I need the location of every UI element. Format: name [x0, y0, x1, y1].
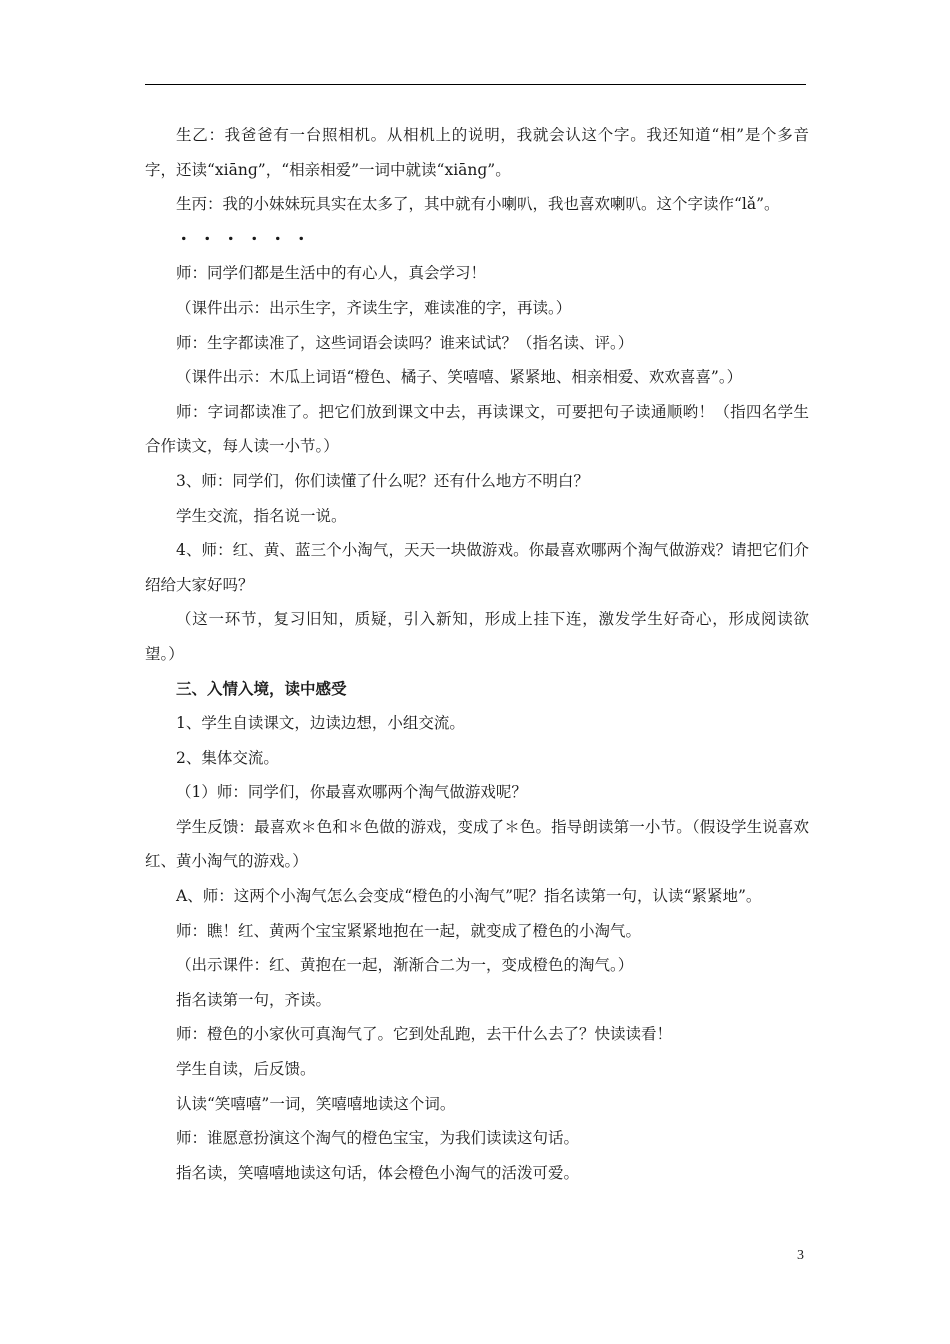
header-rule — [145, 84, 806, 85]
page-number: 3 — [797, 1248, 804, 1263]
paragraph: 师：瞧！红、黄两个宝宝紧紧地抱在一起，就变成了橙色的小淘气。 — [176, 921, 642, 940]
paragraph: 师：字词都读准了。把它们放到课文中去，再读课文，可要把句子读通顺哟！（指四名学生合作读文，每人读一小节。） — [145, 402, 809, 456]
paragraph: 指名读第一句，齐读。 — [176, 990, 332, 1009]
paragraph: 3、师：同学们，你们读懂了什么呢？还有什么地方不明白？ — [176, 471, 589, 490]
paragraph: 2、集体交流。 — [176, 748, 279, 767]
section-heading: 三、入情入境，读中感受 — [176, 678, 347, 698]
ellipsis-dots: ・・・・・・ — [176, 228, 318, 248]
paragraph: 生丙：我的小妹妹玩具实在太多了，其中就有小喇叭，我也喜欢喇叭。这个字读作“lǎ”。 — [176, 195, 780, 214]
paragraph: 师：生字都读准了，这些词语会读吗？谁来试试？（指名读、评。） — [176, 333, 634, 352]
paragraph: A、师：这两个小淘气怎么会变成“橙色的小淘气”呢？指名读第一句，认读“紧紧地”。 — [176, 887, 762, 906]
paragraph: 指名读，笑嘻嘻地读这句话，体会橙色小淘气的活泼可爱。 — [176, 1163, 580, 1182]
paragraph: （课件出示：木瓜上词语“橙色、橘子、笑嘻嘻、紧紧地、相亲相爱、欢欢喜喜”。） — [176, 368, 743, 387]
paragraph: 1、学生自读课文，边读边想，小组交流。 — [176, 714, 465, 733]
paragraph: 师：橙色的小家伙可真淘气了。它到处乱跑，去干什么去了？快读读看！ — [176, 1025, 673, 1044]
paragraph: 4、师：红、黄、蓝三个小淘气，天天一块做游戏。你最喜欢哪两个淘气做游戏？请把它们介绍给大家好吗？ — [145, 541, 809, 594]
paragraph: （1）师：同学们，你最喜欢哪两个淘气做游戏呢？ — [176, 783, 527, 802]
document-body — [145, 118, 809, 1190]
paragraph: 学生交流，指名说一说。 — [176, 506, 347, 525]
paragraph: 师：同学们都是生活中的有心人，真会学习！ — [176, 264, 487, 283]
paragraph: （这一环节，复习旧知，质疑，引入新知，形成上挂下连，激发学生好奇心，形成阅读欲望。） — [145, 610, 809, 663]
paragraph: 师：谁愿意扮演这个淘气的橙色宝宝，为我们读读这句话。 — [176, 1129, 580, 1148]
paragraph: 生乙：我爸爸有一台照相机。从相机上的说明，我就会认这个字。我还知道“相”是个多音字，还读“xiānɡ”，“相亲相爱”一词中就读“xiānɡ”。 — [145, 126, 809, 179]
paragraph: （课件出示：出示生字，齐读生字，难读准的字，再读。） — [176, 298, 572, 317]
paragraph: （出示课件：红、黄抱在一起，渐渐合二为一，变成橙色的淘气。） — [176, 956, 634, 975]
paragraph: 学生反馈：最喜欢＊色和＊色做的游戏，变成了＊色。指导朗读第一小节。（假设学生说喜欢红、黄小淘气的游戏。） — [145, 817, 809, 871]
paragraph: 认读“笑嘻嘻”一词，笑嘻嘻地读这个词。 — [176, 1094, 456, 1113]
paragraph: 学生自读，后反馈。 — [176, 1060, 316, 1079]
